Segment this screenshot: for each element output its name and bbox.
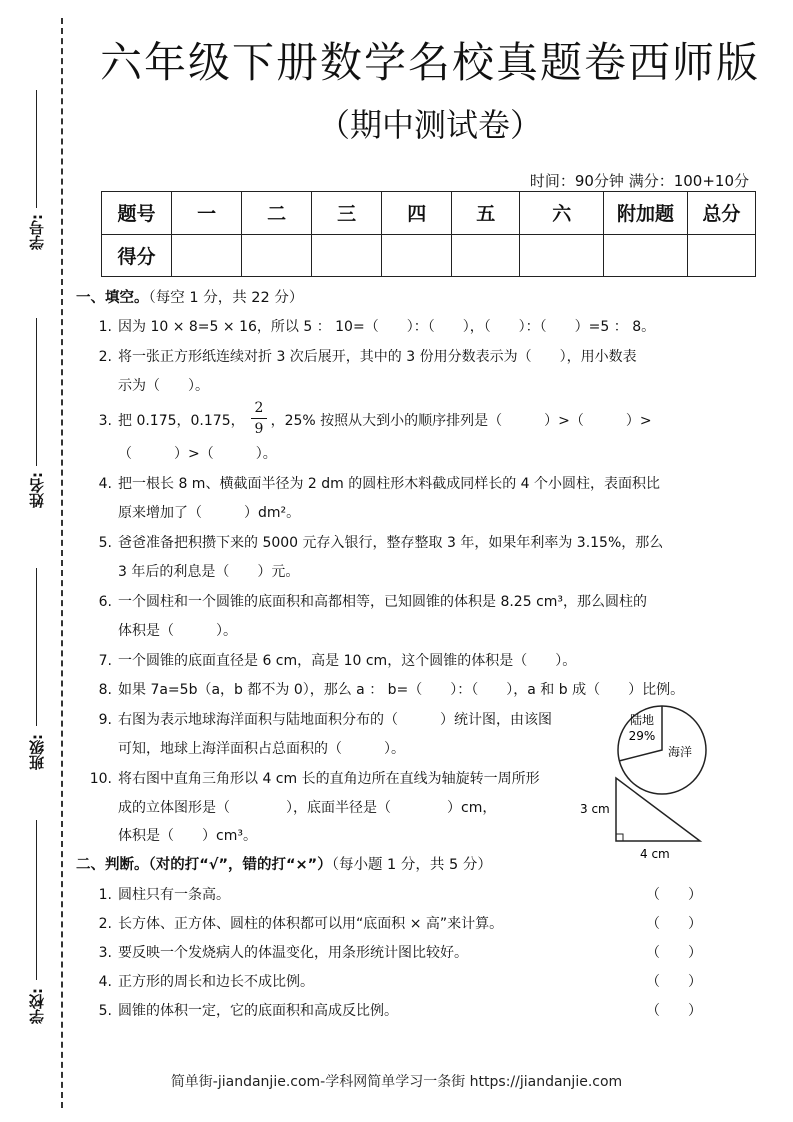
question-item-cont: 可知，地球上海洋面积占总面积的（ ）。 <box>118 741 405 757</box>
class-label: 班级: <box>28 734 46 770</box>
question-item-cont: 体积是（ ）cm³。 <box>118 828 257 844</box>
question-item: 5. 爸爸准备把积攒下来的 5000 元存入银行，整存整取 3 年，如果年利率为 3.15%，那么 <box>98 535 664 551</box>
name-underline[interactable] <box>36 318 37 466</box>
section2-heading <box>76 853 492 874</box>
judge-answer-paren[interactable]: （ ） <box>646 887 702 903</box>
school-underline[interactable] <box>36 820 37 980</box>
score-header-cell: 三 <box>312 192 382 235</box>
judge-item: 5. 圆锥的体积一定，它的底面积和高成反比例。 <box>98 1003 398 1019</box>
score-input-cell[interactable] <box>172 234 242 277</box>
judge-item: 2. 长方体、正方体、圆柱的体积都可以用“底面积 × 高”来计算。 <box>98 916 504 932</box>
question-item: 3. 把 0.1̇7̇5，0.175， ，25% 按照从大到小的顺序排列是（ ）>（ ）> <box>98 413 652 429</box>
question-item: 8. 如果 7a=5b（a，b 都不为 0），那么 a ： b=（ ）：（ ），a 和 b 成（ ）比例。 <box>98 682 685 698</box>
student-id-underline[interactable] <box>36 90 37 208</box>
student-id-field <box>14 90 54 270</box>
score-input-cell[interactable] <box>312 234 382 277</box>
score-header-cell: 六 <box>520 192 604 235</box>
question-item: 9. 右图为表示地球海洋面积与陆地面积分布的（ ）统计图，由该图 <box>98 712 552 728</box>
right-triangle-figure <box>578 768 708 863</box>
score-header-cell: 题号 <box>102 192 172 235</box>
school-label: 学校: <box>28 988 46 1024</box>
name-field <box>14 318 54 528</box>
pie-land-label: 陆地 <box>629 713 655 727</box>
judge-item: 1. 圆柱只有一条高。 <box>98 887 230 903</box>
class-field <box>14 568 54 788</box>
page-title: 六年级下册数学名校真题卷西师版 <box>100 38 761 87</box>
score-table-score-row <box>102 234 756 277</box>
fraction-numerator: 2 <box>254 400 264 416</box>
judge-item: 3. 要反映一个发烧病人的体温变化，用条形统计图比较好。 <box>98 945 468 961</box>
question-item-cont: 原来增加了（ ）dm²。 <box>118 505 301 521</box>
school-field <box>14 820 54 1040</box>
triangle-height-label: 3 cm <box>580 802 610 816</box>
score-header-cell: 五 <box>452 192 520 235</box>
judge-answer-paren[interactable]: （ ） <box>646 945 702 961</box>
score-input-cell[interactable] <box>452 234 520 277</box>
score-table <box>101 191 756 277</box>
fraction-denominator: 9 <box>254 421 264 437</box>
question-item: 7. 一个圆锥的底面直径是 6 cm，高是 10 cm，这个圆锥的体积是（ ）。 <box>98 653 577 669</box>
question-item-cont: 成的立体图形是（ ），底面半径是（ ）cm， <box>118 800 497 816</box>
question-item-cont: 示为（ ）。 <box>118 378 209 394</box>
right-angle-mark <box>616 834 623 841</box>
score-header-cell: 一 <box>172 192 242 235</box>
score-row-label: 得分 <box>102 234 172 277</box>
triangle-base-label: 4 cm <box>640 847 670 861</box>
section1-heading <box>76 286 303 307</box>
question-item: 10. 将右图中直角三角形以 4 cm 长的直角边所在直线为轴旋转一周所形 <box>89 771 540 787</box>
score-input-cell[interactable] <box>604 234 688 277</box>
question-item: 4. 把一根长 8 m、横截面半径为 2 dm 的圆柱形木料截成同样长的 4 个小圆柱，表面积比 <box>98 476 661 492</box>
score-input-cell[interactable] <box>382 234 452 277</box>
section1-title: 一、填空。 <box>76 290 149 306</box>
question-item-cont: 体积是（ ）。 <box>118 623 237 639</box>
binding-margin <box>0 0 80 1122</box>
page-subtitle: （期中测试卷） <box>317 106 542 144</box>
score-header-cell: 附加题 <box>604 192 688 235</box>
class-underline[interactable] <box>36 568 37 726</box>
score-input-cell[interactable] <box>242 234 312 277</box>
name-label: 姓名: <box>28 472 46 508</box>
score-header-cell: 二 <box>242 192 312 235</box>
question-item: 2. 将一张正方形纸连续对折 3 次后展开，其中的 3 份用分数表示为（ ），用小数表 <box>98 349 637 365</box>
triangle-shape <box>616 778 700 841</box>
score-header-cell: 总分 <box>687 192 755 235</box>
question-item: 1. 因为 10 × 8=5 × 16，所以 5 ： 10=（ ）：（ ），（ ）：（ ）=5 ： 8。 <box>98 319 656 335</box>
judge-answer-paren[interactable]: （ ） <box>646 916 702 932</box>
footer-watermark: 简单街-jiandanjie.com-学科网简单学习一条街 https://jiandanjie.com <box>170 1074 623 1090</box>
judge-answer-paren[interactable]: （ ） <box>646 974 702 990</box>
score-table-header-row <box>102 192 756 235</box>
section2-note: （每小题 1 分，共 5 分） <box>331 857 492 873</box>
pie-land-percent: 29% <box>628 729 656 743</box>
fraction-two-ninths <box>251 400 267 437</box>
pie-ocean-label: 海洋 <box>667 745 693 759</box>
judge-item: 4. 正方形的周长和边长不成比例。 <box>98 974 314 990</box>
question-item-cont: （ ）>（ ）。 <box>118 446 277 462</box>
section1-note: （每空 1 分，共 22 分） <box>148 290 304 306</box>
judge-answer-paren[interactable]: （ ） <box>646 1003 702 1019</box>
score-header-cell: 四 <box>382 192 452 235</box>
score-input-cell[interactable] <box>520 234 604 277</box>
student-id-label: 学号: <box>28 214 46 250</box>
question-item: 6. 一个圆柱和一个圆锥的底面积和高都相等，已知圆锥的体积是 8.25 cm³，那么圆柱的 <box>98 594 648 610</box>
time-info: 时间：90分钟 满分：100+10分 <box>529 172 749 190</box>
section2-title: 二、判断。（对的打“√”，错的打“×”） <box>76 857 332 873</box>
question-item-cont: 3 年后的利息是（ ）元。 <box>118 564 300 580</box>
score-input-cell[interactable] <box>687 234 755 277</box>
cut-dashed-line <box>61 18 63 1108</box>
